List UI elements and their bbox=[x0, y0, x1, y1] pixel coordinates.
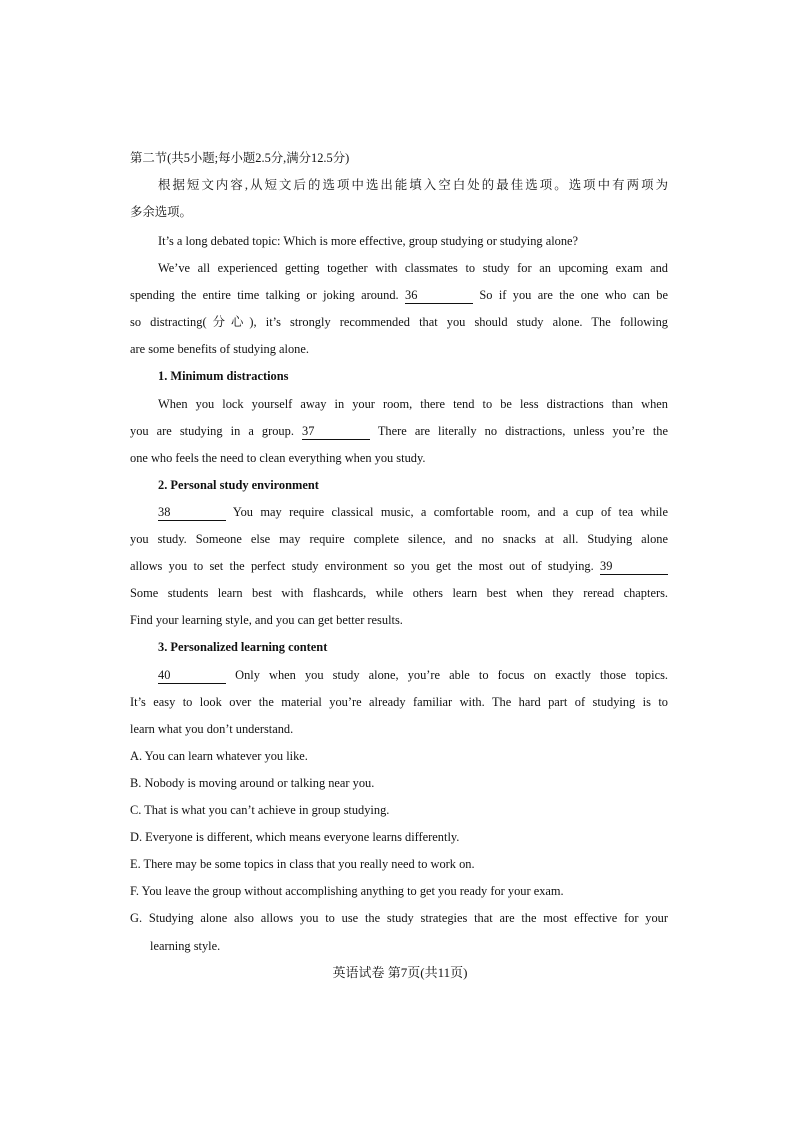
instruction-line-1: 根据短文内容,从短文后的选项中选出能填入空白处的最佳选项。选项中有两项为 bbox=[158, 178, 668, 192]
passage-p4-line-3 bbox=[130, 557, 668, 575]
blank-36: 36 bbox=[405, 288, 473, 304]
passage-p4-line-4: Some students learn best with flashcards, while others learn best when they reread chapters. bbox=[130, 586, 668, 600]
option-c: C. That is what you can’t achieve in group studying. bbox=[130, 803, 390, 817]
option-g-line-1: G. Studying alone also allows you to use the study strategies that are the most effective for your bbox=[130, 911, 668, 925]
option-e: E. There may be some topics in class that you really need to work on. bbox=[130, 857, 475, 871]
passage-p4-line-2: you study. Someone else may require complete silence, and no snacks at all. Studying alone bbox=[130, 532, 668, 546]
passage-p2-line-4: are some benefits of studying alone. bbox=[130, 342, 309, 356]
passage-p3-line-3: one who feels the need to clean everything when you study. bbox=[130, 451, 426, 465]
passage-p4-line-1 bbox=[158, 503, 668, 521]
passage-text: So if you are the one who can be bbox=[479, 288, 668, 302]
passage-text: Only when you study alone, you’re able to focus on exactly those topics. bbox=[235, 668, 668, 682]
blank-37: 37 bbox=[302, 424, 370, 440]
subheading-2: 2. Personal study environment bbox=[158, 478, 319, 492]
option-g-line-2: learning style. bbox=[150, 939, 221, 953]
option-b: B. Nobody is moving around or talking near you. bbox=[130, 776, 375, 790]
passage-text: There are literally no distractions, unless you’re the bbox=[377, 424, 668, 438]
blank-39: 39 bbox=[600, 559, 668, 575]
passage-p3-line-2 bbox=[130, 422, 668, 440]
passage-p5-line-1 bbox=[158, 666, 668, 684]
subheading-1: 1. Minimum distractions bbox=[158, 369, 289, 383]
passage-paragraph-1: It’s a long debated topic: Which is more effective, group studying or studying alone? bbox=[158, 234, 579, 248]
passage-p3-line-1: When you lock yourself away in your room, there tend to be less distractions than when bbox=[158, 397, 668, 411]
page-footer: 英语试卷 第7页(共11页) bbox=[332, 965, 468, 980]
passage-text: spending the entire time talking or joking around. bbox=[130, 288, 399, 302]
passage-p2-line-2 bbox=[130, 286, 668, 304]
instruction-line-2: 多余选项。 bbox=[130, 205, 192, 219]
option-d: D. Everyone is different, which means everyone learns differently. bbox=[130, 830, 460, 844]
option-f: F. You leave the group without accomplishing anything to get you ready for your exam. bbox=[130, 884, 564, 898]
passage-text: you are studying in a group. bbox=[130, 424, 294, 438]
option-a: A. You can learn whatever you like. bbox=[130, 749, 308, 763]
passage-text: allows you to set the perfect study environment so you get the most out of studying. bbox=[130, 559, 594, 573]
blank-40: 40 bbox=[158, 668, 226, 684]
passage-text: You may require classical music, a comfortable room, and a cup of tea while bbox=[232, 505, 668, 519]
subheading-3: 3. Personalized learning content bbox=[158, 640, 328, 654]
section-heading: 第二节(共5小题;每小题2.5分,满分12.5分) bbox=[130, 151, 350, 165]
passage-p5-line-2: It’s easy to look over the material you’re already familiar with. The hard part of studying is to bbox=[130, 695, 668, 709]
passage-p5-line-3: learn what you don’t understand. bbox=[130, 722, 294, 736]
passage-p4-line-5: Find your learning style, and you can get better results. bbox=[130, 613, 403, 627]
passage-p2-line-1: We’ve all experienced getting together with classmates to study for an upcoming exam and bbox=[158, 261, 668, 275]
blank-38: 38 bbox=[158, 505, 226, 521]
passage-p2-line-3: so distracting(分心), it’s strongly recommended that you should study alone. The following bbox=[130, 315, 668, 329]
